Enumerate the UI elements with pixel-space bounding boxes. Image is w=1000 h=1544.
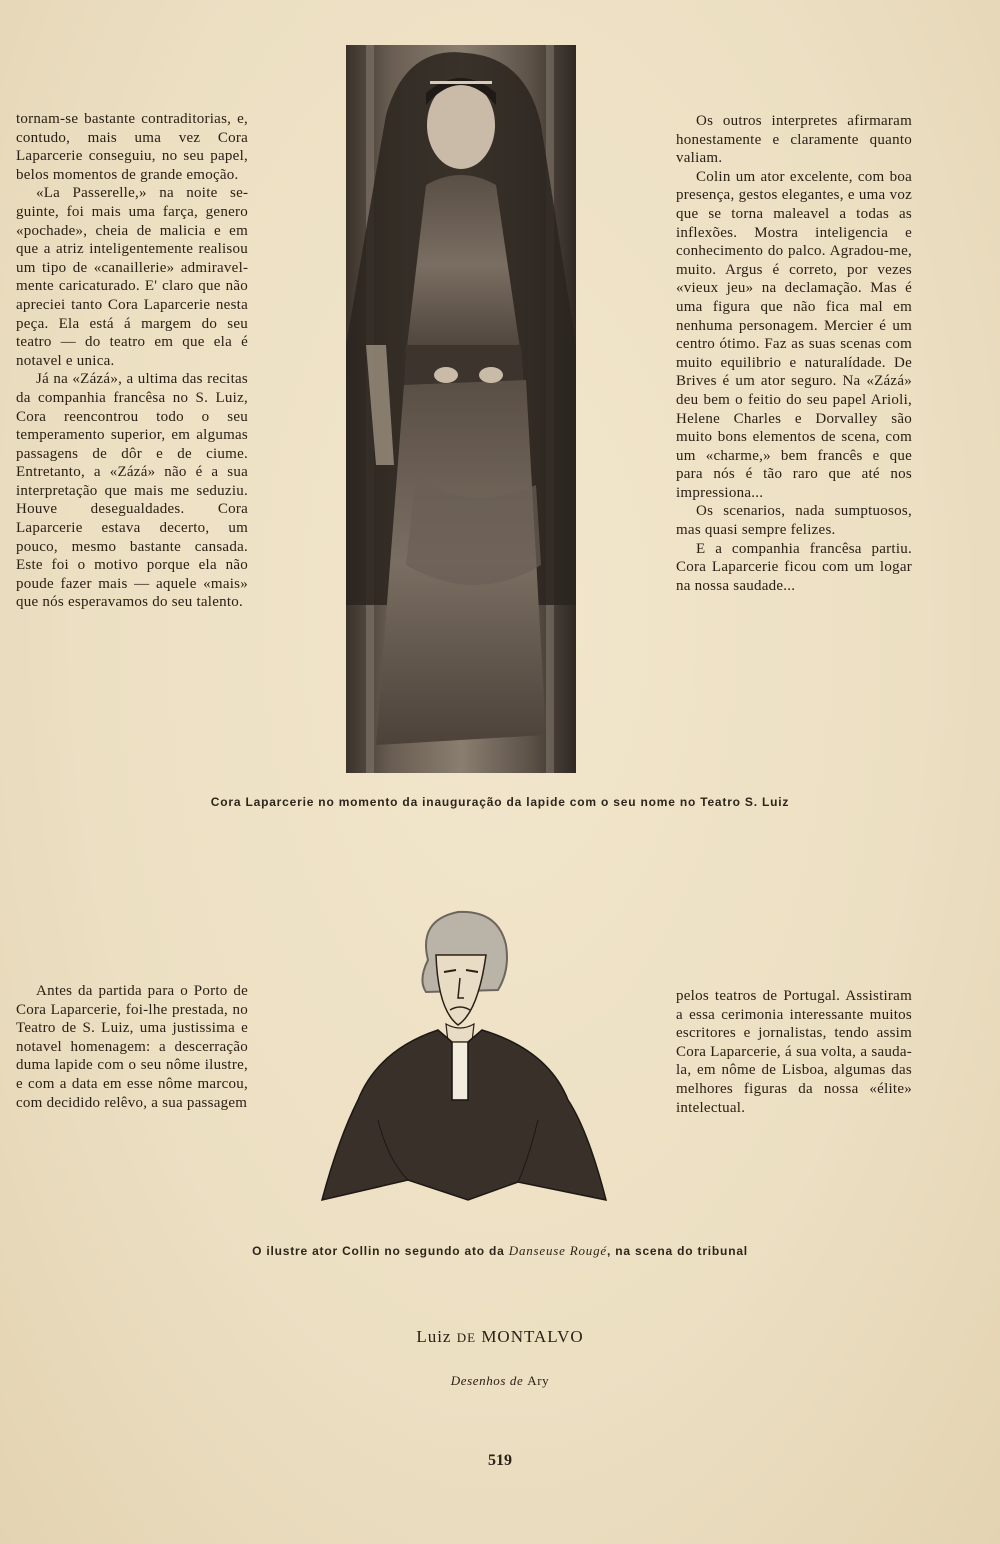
sketch-caption: [0, 1243, 1000, 1259]
paragraph: pelos teatros de Portugal. Assistiram a essa cerimonia interessante muitos escritores e jornalistas, tendo assim Cora Laparcerie, á sua volta, a sauda-la, em nôme de Lisboa, algumas das melhores figuras da nossa «élite» intelectual.: [676, 988, 912, 1116]
paragraph: tornam-se bastante contraditorias, e, contudo, mais uma vez Cora Laparcerie conseguiu, no seu papel, belos momentos de grande emoção.: [16, 111, 248, 183]
author-byline: [0, 1327, 1000, 1347]
play-title: Danseuse Rougé: [508, 1243, 607, 1258]
drawings-label: Desenhos de: [450, 1373, 524, 1388]
paragraph: Os outros interpretes afirmaram honestamente e claramente quanto valiam.: [676, 113, 912, 167]
text-column-left-top: [16, 110, 248, 612]
author-last-name: MONTALVO: [481, 1327, 584, 1346]
text-column-right-bottom: [676, 987, 912, 1117]
author-particle: DE: [456, 1330, 477, 1345]
text-column-left-bottom: [16, 982, 248, 1112]
paragraph: Antes da partida para o Porto de Cora Laparcerie, foi-lhe prestada, no Teatro de S. Luiz, uma justissima e notavel homenagem: a descerração duma lapide com o seu nôme ilustre, e com a data em esse nôme marcou, com decidido relêvo, a sua passagem: [16, 983, 248, 1111]
paragraph: Colin um ator excelente, com boa presença, gestos elegantes, e uma voz que se torna maleavel a todas as inflexões. Mostra inteligencia e conhecimento do palco. Agradou-me, muito. Argus é correto, por vezes «vieux jeu» na declamação. Mas é uma figura que não fica mal em nenhuma personagem. Mercier é um centro ótimo. Faz as suas scenas com muito equilibrio e naturalídade. De Brives é um ator seguro. Na «Zázá» deu bem o feitio do seu papel Arioli, Helene Charles e Dorvalley são muito bons elementos de scena, com um «charme,» bem francês e que para nós é tão raro que até nos impressiona...: [676, 168, 912, 501]
author-first-name: Luiz: [416, 1327, 452, 1346]
sketch-caption-text: O ilustre ator Collin no segundo ato da: [252, 1244, 509, 1258]
paragraph: «La Passerelle,» na noite seguinte, foi mais uma farça, genero «pochade», cheia de malicia e em que a atriz inteligentemente realisou um tipo de «canaillerie» admiravelmente caricaturado. E' claro que não apreciei tanto Cora Laparcerie nesta peça. Ela está á margem do seu teatro — do teatro em que ela é notavel e unica.: [16, 185, 248, 369]
collin-sketch: [318, 900, 610, 1212]
paragraph: Já na «Zázá», a ultima das recitas da companhia francêsa no S. Luiz, Cora reencontrou todo o seu temperamento superior, em algumas passagens de dôr e de ciume. Entretanto, a «Zázá» não é a sua interpretação que mais me seduziu. Houve desegualdades. Cora Laparcerie estava decerto, um pouco, mesmo bastante cansada. Este foi o motivo porque ela não poude fazer mais — aquele «mais» que nós esperavamos do seu talento.: [16, 371, 248, 611]
paragraph: E a companhia francêsa partiu. Cora Laparcerie ficou com um logar na nossa saudade...: [676, 540, 912, 594]
photo-caption: Cora Laparcerie no momento da inauguração da lapide com o seu nome no Teatro S. Luiz: [210, 795, 790, 809]
cora-laparcerie-photo: [346, 45, 576, 773]
portrait-photo-illustration: [346, 45, 576, 773]
paragraph: Os scenarios, nada sumptuosos, mas quasi sempre felizes.: [676, 503, 912, 539]
page-number: 519: [488, 1452, 512, 1469]
text-column-right-top: [676, 112, 912, 595]
drawings-artist: Ary: [527, 1373, 550, 1388]
drawings-credit: [0, 1373, 1000, 1389]
sketch-caption-text-end: , na scena do tribunal: [606, 1244, 748, 1258]
actor-drawing-illustration: [318, 900, 610, 1212]
